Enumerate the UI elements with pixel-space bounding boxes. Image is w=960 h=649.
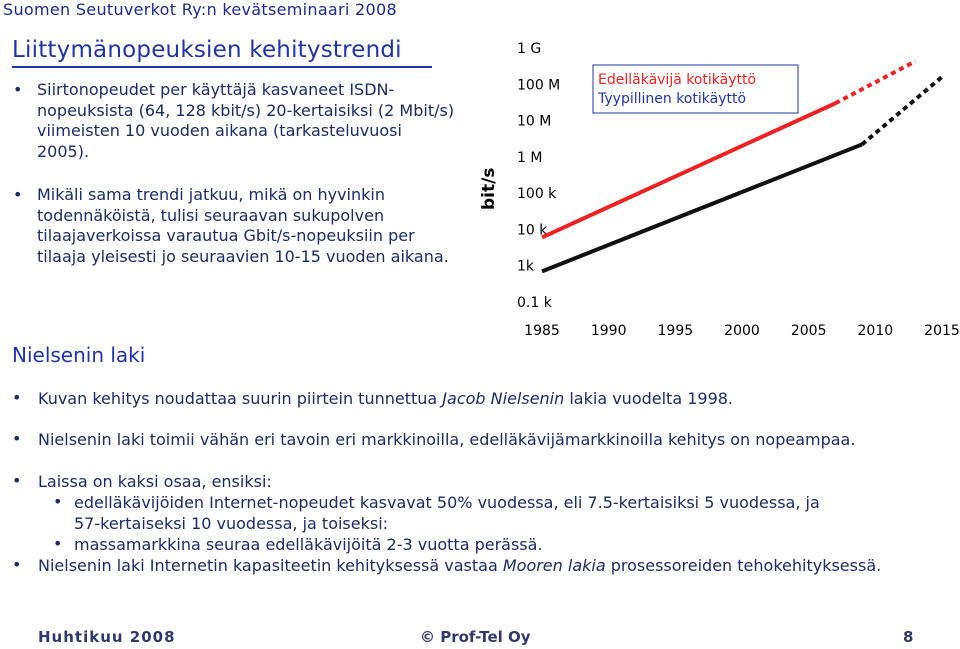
y-tick-label: 100 k (517, 186, 557, 203)
presentation-header: Suomen Seutuverkot Ry:n kevätseminaari 2008 (3, 0, 397, 19)
bullet-marker: • (12, 429, 22, 448)
footer-copyright: © Prof-Tel Oy (420, 628, 531, 646)
y-axis-label: bit/s (479, 167, 499, 210)
x-tick-label: 2005 (790, 323, 827, 339)
bullet-marker: • (12, 388, 22, 407)
series-typical-projection (862, 77, 942, 145)
sub-item-early-adopters: edelläkävijöiden Internet-nopeudet kasvavat 50% vuodessa, eli 7.5-kertaisiksi 5 vuodessa, ja 57-kertaiseksi 10 vuodessa, ja toiseksi: (74, 493, 820, 533)
list-item-moore: Nielsenin laki Internetin kapasiteetin kehityksessä vastaa Mooren lakia prosessoreiden tehokehityksessä. (38, 556, 882, 575)
page-number: 8 (903, 628, 914, 646)
section-title: Nielsenin laki (12, 343, 146, 367)
bullet-marker: • (13, 185, 23, 204)
sub-bullet-marker: • (53, 492, 63, 511)
legend-entry-typical: Tyypillinen kotikäyttö (598, 91, 747, 107)
y-tick-label: 1 G (517, 41, 542, 57)
title-underline (12, 66, 432, 68)
legend-entry-leading: Edelläkävijä kotikäyttö (598, 72, 757, 88)
list-item-two-parts: Laissa on kaksi osaa, ensiksi: (38, 472, 272, 491)
chart-legend (593, 65, 798, 113)
list-item-nielsen-origin: Kuvan kehitys noudattaa suurin piirtein tunnettua Jacob Nielsenin lakia vuodelta 1998. (38, 389, 734, 408)
y-tick-label: 100 M (517, 77, 561, 94)
bullet-marker: • (12, 555, 22, 574)
x-tick-label: 1995 (657, 323, 694, 339)
sub-item-mass-market: massamarkkina seuraa edelläkävijöitä 2-3 vuotta perässä. (74, 535, 543, 554)
y-tick-label: 1k (517, 258, 535, 275)
x-tick-label: 2000 (724, 323, 760, 339)
list-item-markets: Nielsenin laki toimii vähän eri tavoin eri markkinoilla, edelläkävijämarkkinoilla kehitys on nopeampaa. (38, 430, 856, 449)
y-tick-label: 1 M (517, 149, 543, 166)
y-tick-label: 10 M (517, 113, 552, 130)
series-leading-projection (835, 61, 915, 103)
paragraph-growth: Siirtonopeudet per käyttäjä kasvaneet ISDN-nopeuksista (64, 128 kbit/s) 20-kertaisiksi (2 Mbit/s) viimeisten 10 vuoden aikana (tarkasteluvuosi 2005). (37, 80, 455, 161)
speed-trend-chart (470, 30, 960, 350)
y-tick-labels (517, 41, 560, 311)
x-tick-labels (524, 323, 960, 339)
paragraph-trend: Mikäli sama trendi jatkuu, mikä on hyvinkin todennäköistä, tulisi seuraavan sukupolven tilaajaverkoissa varautua Gbit/s-nopeuksiin per tilaaja yleisesti jo seuraavien 10-15 vuoden aikana. (37, 185, 449, 266)
x-tick-label: 2010 (857, 323, 894, 339)
x-tick-label: 1985 (524, 323, 560, 339)
x-tick-label: 1990 (590, 323, 627, 339)
footer-date: Huhtikuu 2008 (38, 628, 176, 646)
slide-title: Liittymänopeuksien kehitystrendi (12, 37, 402, 63)
bullet-marker: • (13, 80, 23, 99)
y-tick-label: 0.1 k (517, 295, 552, 311)
x-tick-label: 2015 (924, 323, 960, 339)
y-tick-label: 10 k (517, 222, 548, 239)
sub-bullet-marker: • (53, 534, 63, 553)
bullet-marker: • (12, 471, 22, 490)
